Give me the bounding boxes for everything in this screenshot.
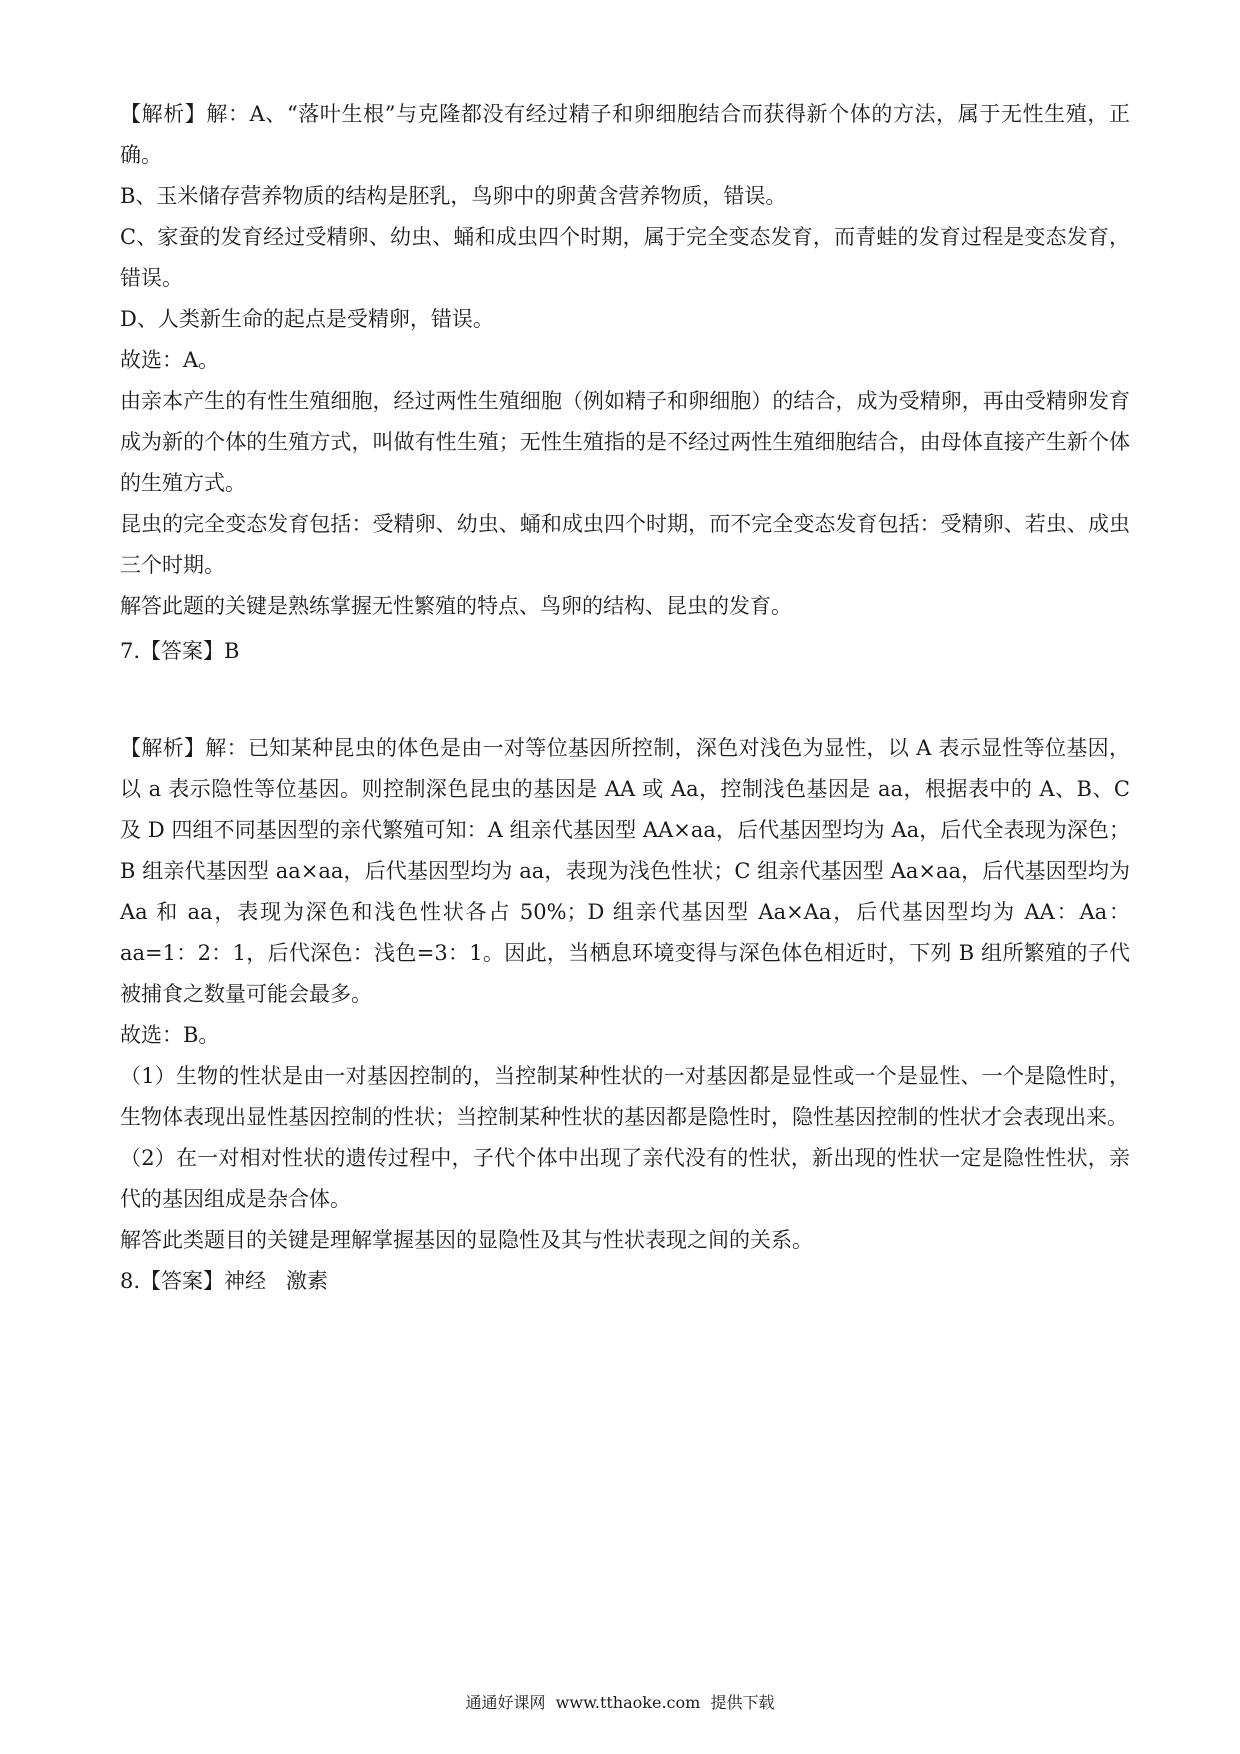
q7-note-1: （1）生物的性状是由一对基因控制的，当控制某种性状的一对基因都是显性或一个是显性、一个是隐性时，生物体表现出显性基因控制的性状；当控制某种性状的基因都是隐性时，隐性基因控制的性状才会表现出来。 [120, 1064, 1130, 1129]
q6-note-metamorphosis: 昆虫的完全变态发育包括：受精卵、幼虫、蛹和成虫四个时期，而不完全变态发育包括：受精卵、若虫、成虫三个时期。 [120, 512, 1130, 577]
q7-analysis: 【解析】解：已知某种昆虫的体色是由一对等位基因所控制，深色对浅色为显性，以 A 表示显性等位基因，以 a 表示隐性等位基因。则控制深色昆虫的基因是 AA 或 Aa，控制浅色基因是 aa，根据表中的 A、B、C 及 D 四组不同基因型的亲代繁殖可知：A 组亲代基因型 AA×aa，后代基因型均为 Aa，后代全表现为深色；B 组亲代基因型 aa×aa，后代基因型均为 aa，表现为浅色性状；C 组亲代基因型 Aa×aa，后代基因型均为 Aa 和 aa，表现为深色和浅色性状各占 50%；D 组亲代基因型 Aa×Aa，后代基因型均为 AA：Aa：aa=1：2：1，后代深色：浅色=3：1。因此，当栖息环境变得与深色体色相近时，下列 B 组所繁殖的子代被捕食之数量可能会最多。 [120, 736, 1130, 1006]
q6-note-sexual-reproduction: 由亲本产生的有性生殖细胞，经过两性生殖细胞（例如精子和卵细胞）的结合，成为受精卵，再由受精卵发育成为新的个体的生殖方式，叫做有性生殖；无性生殖指的是不经过两性生殖细胞结合，由母体直接产生新个体的生殖方式。 [120, 389, 1130, 495]
q6-analysis-b: B、玉米储存营养物质的结构是胚乳，鸟卵中的卵黄含营养物质，错误。 [120, 184, 787, 208]
document-body [120, 94, 1130, 1302]
q6-analysis-d: D、人类新生命的起点是受精卵，错误。 [120, 307, 494, 331]
q6-choice: 故选：A。 [120, 348, 220, 372]
q7-answer: 7.【答案】B [120, 639, 240, 663]
q7-choice: 故选：B。 [120, 1023, 220, 1047]
q7-note-2: （2）在一对相对性状的遗传过程中，子代个体中出现了亲代没有的性状，新出现的性状一定是隐性性状，亲代的基因组成是杂合体。 [120, 1146, 1130, 1211]
q6-analysis-c: C、家蚕的发育经过受精卵、幼虫、蛹和成虫四个时期，属于完全变态发育，而青蛙的发育过程是变态发育，错误。 [120, 225, 1130, 290]
q6-analysis-a: 【解析】解：A、“落叶生根”与克隆都没有经过精子和卵细胞结合而获得新个体的方法，属于无性生殖，正确。 [120, 102, 1130, 167]
q6-key-point: 解答此题的关键是熟练掌握无性繁殖的特点、鸟卵的结构、昆虫的发育。 [120, 594, 792, 618]
q8-answer: 8.【答案】神经 激素 [120, 1269, 329, 1293]
page-footer: 通通好课网 www.tthaoke.com 提供下载 [465, 1693, 775, 1712]
q7-key-point: 解答此类题目的关键是理解掌握基因的显隐性及其与性状表现之间的关系。 [120, 1228, 813, 1252]
